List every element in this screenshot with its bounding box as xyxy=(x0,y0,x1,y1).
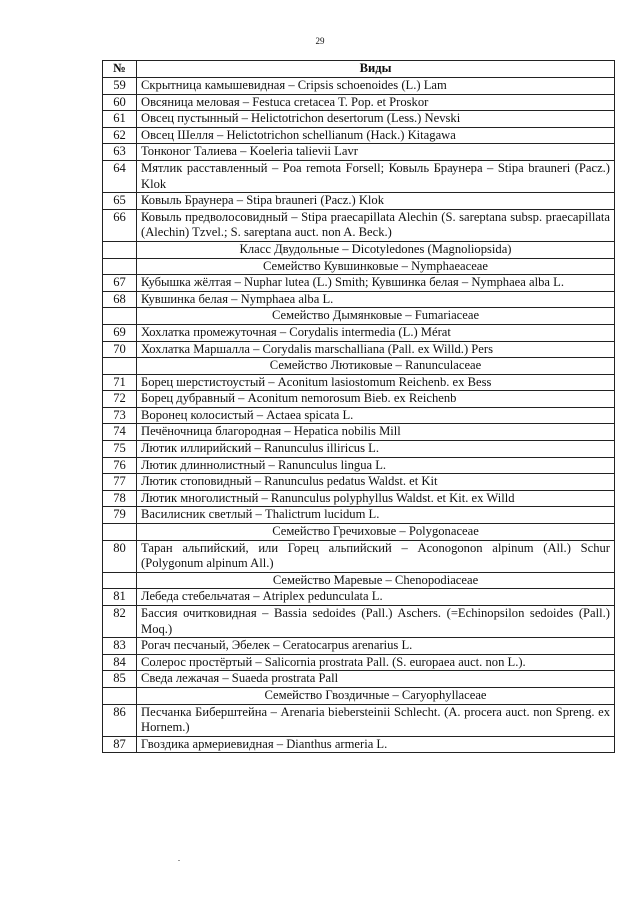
row-number: 62 xyxy=(103,127,137,144)
species-name: Овсец пустынный – Helictotrichon desertorum (Less.) Nevski xyxy=(137,111,615,128)
row-number: 68 xyxy=(103,291,137,308)
section-number-cell xyxy=(103,241,137,258)
table-row xyxy=(103,127,615,144)
species-name: Песчанка Биберштейна – Arenaria biebersteinii Schlecht. (A. procera auct. non Spreng. ex Hornem.) xyxy=(137,704,615,736)
table-row xyxy=(103,391,615,408)
species-name: Лебеда стебельчатая – Atriplex pedunculata L. xyxy=(137,589,615,606)
species-name: Гвоздика армериевидная – Dianthus armeria L. xyxy=(137,736,615,753)
section-title: Класс Двудольные – Dicotyledones (Magnoliopsida) xyxy=(137,241,615,258)
row-number: 72 xyxy=(103,391,137,408)
table-row xyxy=(103,441,615,458)
section-header-row xyxy=(103,524,615,541)
section-title: Семейство Лютиковые – Ranunculaceae xyxy=(137,358,615,375)
table-row xyxy=(103,160,615,192)
row-number: 85 xyxy=(103,671,137,688)
species-name: Воронец колосистый – Actaea spicata L. xyxy=(137,407,615,424)
table-row xyxy=(103,704,615,736)
section-title: Семейство Кувшинковые – Nymphaeaceae xyxy=(137,258,615,275)
table-header-row xyxy=(103,61,615,78)
row-number: 79 xyxy=(103,507,137,524)
table-row xyxy=(103,424,615,441)
row-number: 77 xyxy=(103,474,137,491)
species-name: Скрытница камышевидная – Cripsis schoenoides (L.) Lam xyxy=(137,78,615,95)
row-number: 66 xyxy=(103,209,137,241)
species-name: Хохлатка Маршалла – Corydalis marschalliana (Pall. ex Willd.) Pers xyxy=(137,341,615,358)
section-number-cell xyxy=(103,358,137,375)
section-number-cell xyxy=(103,308,137,325)
species-name: Кубышка жёлтая – Nuphar lutea (L.) Smith; Кувшинка белая – Nymphaea alba L. xyxy=(137,275,615,292)
species-name: Лютик многолистный – Ranunculus polyphyllus Waldst. et Kit. ex Willd xyxy=(137,490,615,507)
species-name: Борец шерстистоустый – Aconitum lasiostomum Reichenb. ex Bess xyxy=(137,374,615,391)
row-number: 81 xyxy=(103,589,137,606)
table-row xyxy=(103,589,615,606)
species-name: Овсец Шелля – Helictotrichon schellianum (Hack.) Kitagawa xyxy=(137,127,615,144)
species-name: Рогач песчаный, Эбелек – Ceratocarpus arenarius L. xyxy=(137,638,615,655)
section-header-row xyxy=(103,687,615,704)
section-title: Семейство Дымянковые – Fumariaceae xyxy=(137,308,615,325)
species-name: Лютик стоповидный – Ranunculus pedatus Waldst. et Kit xyxy=(137,474,615,491)
species-name: Сведа лежачая – Suaeda prostrata Pall xyxy=(137,671,615,688)
species-table xyxy=(102,60,615,753)
table-row xyxy=(103,78,615,95)
row-number: 59 xyxy=(103,78,137,95)
scan-speck xyxy=(178,860,180,861)
table-row xyxy=(103,193,615,210)
section-header-row xyxy=(103,308,615,325)
species-name: Тонконог Талиева – Koeleria talievii Lavr xyxy=(137,144,615,161)
row-number: 67 xyxy=(103,275,137,292)
table-body xyxy=(103,78,615,753)
row-number: 87 xyxy=(103,736,137,753)
row-number: 82 xyxy=(103,606,137,638)
column-header-species: Виды xyxy=(137,61,615,78)
table-row xyxy=(103,540,615,572)
row-number: 76 xyxy=(103,457,137,474)
table-row xyxy=(103,324,615,341)
species-name: Овсяница меловая – Festuca cretacea T. Pop. et Proskor xyxy=(137,94,615,111)
section-header-row xyxy=(103,258,615,275)
species-name: Солерос простёртый – Salicornia prostrata Pall. (S. europaea auct. non L.). xyxy=(137,654,615,671)
table-row xyxy=(103,606,615,638)
table-row xyxy=(103,275,615,292)
column-header-number: № xyxy=(103,61,137,78)
page-number: 29 xyxy=(315,36,325,46)
section-header-row xyxy=(103,241,615,258)
section-number-cell xyxy=(103,258,137,275)
section-title: Семейство Гвоздичные – Caryophyllaceae xyxy=(137,687,615,704)
table-row xyxy=(103,374,615,391)
row-number: 63 xyxy=(103,144,137,161)
species-name: Хохлатка промежуточная – Corydalis intermedia (L.) Mérat xyxy=(137,324,615,341)
row-number: 65 xyxy=(103,193,137,210)
section-title: Семейство Маревые – Chenopodiaceae xyxy=(137,572,615,589)
table-row xyxy=(103,111,615,128)
row-number: 70 xyxy=(103,341,137,358)
row-number: 60 xyxy=(103,94,137,111)
species-name: Бассия очитковидная – Bassia sedoides (Pall.) Aschers. (=Echinopsilon sedoides (Pall.) Moq.) xyxy=(137,606,615,638)
table-row xyxy=(103,671,615,688)
species-name: Василисник светлый – Thalictrum lucidum L. xyxy=(137,507,615,524)
table-row xyxy=(103,507,615,524)
row-number: 73 xyxy=(103,407,137,424)
species-name: Ковыль предволосовидный – Stipa praecapillata Alechin (S. sareptana subsp. praecapillata (Alechin) Tzvel.; S. sareptana auct. non A. Beck.) xyxy=(137,209,615,241)
table-row xyxy=(103,341,615,358)
species-name: Лютик длиннолистный – Ranunculus lingua L. xyxy=(137,457,615,474)
table-row xyxy=(103,474,615,491)
species-name: Таран альпийский, или Горец альпийский – Aconogonon alpinum (All.) Schur (Polygonum alpinum All.) xyxy=(137,540,615,572)
section-title: Семейство Гречиховые – Polygonaceae xyxy=(137,524,615,541)
table-row xyxy=(103,736,615,753)
table-row xyxy=(103,209,615,241)
species-name: Мятлик расставленный – Poa remota Forsell; Ковыль Браунера – Stipa brauneri (Pacz.) Klok xyxy=(137,160,615,192)
table-row xyxy=(103,94,615,111)
species-name: Борец дубравный – Aconitum nemorosum Bieb. ex Reichenb xyxy=(137,391,615,408)
section-number-cell xyxy=(103,687,137,704)
row-number: 86 xyxy=(103,704,137,736)
row-number: 84 xyxy=(103,654,137,671)
species-name: Ковыль Браунера – Stipa brauneri (Pacz.) Klok xyxy=(137,193,615,210)
table-row xyxy=(103,144,615,161)
section-number-cell xyxy=(103,572,137,589)
row-number: 75 xyxy=(103,441,137,458)
table-row xyxy=(103,638,615,655)
row-number: 61 xyxy=(103,111,137,128)
species-name: Печёночница благородная – Hepatica nobilis Mill xyxy=(137,424,615,441)
species-name: Кувшинка белая – Nymphaea alba L. xyxy=(137,291,615,308)
row-number: 80 xyxy=(103,540,137,572)
row-number: 64 xyxy=(103,160,137,192)
table-row xyxy=(103,291,615,308)
row-number: 69 xyxy=(103,324,137,341)
table-row xyxy=(103,654,615,671)
table-row xyxy=(103,457,615,474)
section-header-row xyxy=(103,572,615,589)
section-header-row xyxy=(103,358,615,375)
section-number-cell xyxy=(103,524,137,541)
table-row xyxy=(103,490,615,507)
row-number: 78 xyxy=(103,490,137,507)
table-row xyxy=(103,407,615,424)
row-number: 83 xyxy=(103,638,137,655)
row-number: 71 xyxy=(103,374,137,391)
row-number: 74 xyxy=(103,424,137,441)
species-name: Лютик иллирийский – Ranunculus illiricus L. xyxy=(137,441,615,458)
